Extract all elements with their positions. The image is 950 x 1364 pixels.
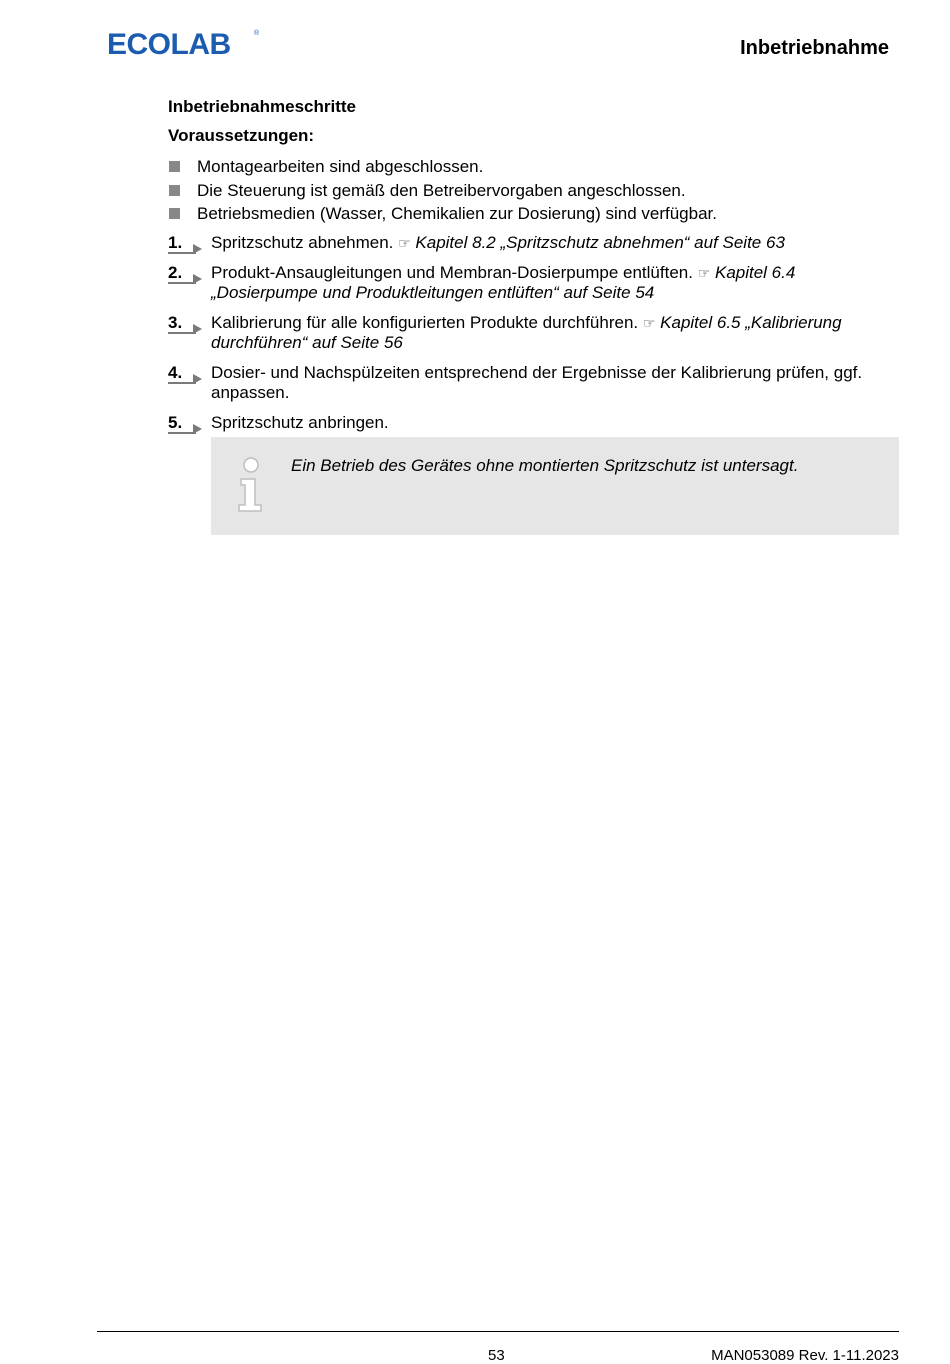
step-arrow-icon [193,244,202,254]
footer-divider [97,1331,899,1332]
step-underline [168,332,196,334]
step-arrow-icon [193,274,202,284]
step-underline [168,252,196,254]
step-number [168,413,202,435]
reference-hand-icon: ☞ [642,315,656,331]
step-text: Spritzschutz abnehmen. [211,233,399,252]
step-item [168,363,900,403]
list-item [168,157,717,181]
step-reference-link[interactable]: Kapitel 6.4 „Dosierpumpe und Produktleitungen entlüften“ auf Seite 54 [211,263,796,302]
info-icon [235,457,267,513]
list-item [168,181,717,205]
step-arrow-icon [193,324,202,334]
square-bullet-icon [169,208,180,219]
step-arrow-icon [193,374,202,384]
logo-wordmark: ECOLAB [107,28,231,61]
prerequisite-text: Die Steuerung ist gemäß den Betreibervorgaben angeschlossen. [197,180,686,200]
note-text: Ein Betrieb des Gerätes ohne montierten Spritzschutz ist untersagt. [291,456,799,475]
ecolab-logo [107,28,260,62]
step-number [168,263,202,285]
info-note [211,437,899,535]
reference-hand-icon: ☞ [697,265,711,281]
step-number-text: 4. [168,363,183,382]
page-header-title: Inbetriebnahme [740,37,889,59]
step-underline [168,382,196,384]
prerequisite-text: Montagearbeiten sind abgeschlossen. [197,157,484,176]
step-text: Produkt-Ansaugleitungen und Membran-Dosierpumpe entlüften. [211,263,698,282]
square-bullet-icon [169,161,180,172]
step-item [168,313,900,353]
step-number [168,233,202,255]
square-bullet-icon [169,185,180,196]
reference-hand-icon: ☞ [398,235,411,251]
prerequisites-title: Voraussetzungen: [168,126,315,145]
step-number-text: 1. [168,233,183,252]
step-number [168,363,202,385]
step-underline [168,282,196,284]
step-reference-link[interactable]: Kapitel 6.5 „Kalibrierung durchführen“ auf Seite 56 [211,313,842,352]
document-revision: MAN053089 Rev. 1-11.2023 [711,1347,899,1364]
step-item [168,263,900,303]
step-text: Dosier- und Nachspülzeiten entsprechend der Ergebnisse der Kalibrierung prüfen, ggf. anpassen. [211,363,863,402]
step-reference-link[interactable]: Kapitel 8.2 „Spritzschutz abnehmen“ auf Seite 63 [415,233,785,252]
prerequisite-text: Betriebsmedien (Wasser, Chemikalien zur Dosierung) sind verfügbar. [197,204,717,223]
step-number [168,313,202,335]
prerequisites-list [168,157,717,228]
step-text: Kalibrierung für alle konfigurierten Produkte durchführen. [211,313,643,332]
step-item [168,413,900,433]
registered-mark: ® [254,30,260,37]
step-item [168,233,900,253]
steps-list [168,233,900,443]
section-title: Inbetriebnahmeschritte [168,97,356,116]
step-text: Spritzschutz anbringen. [211,413,389,432]
step-arrow-icon [193,424,202,434]
page-number: 53 [488,1347,505,1364]
step-underline [168,432,196,434]
step-number-text: 5. [168,413,183,432]
step-number-text: 3. [168,313,183,332]
list-item [168,204,717,228]
step-number-text: 2. [168,263,183,282]
